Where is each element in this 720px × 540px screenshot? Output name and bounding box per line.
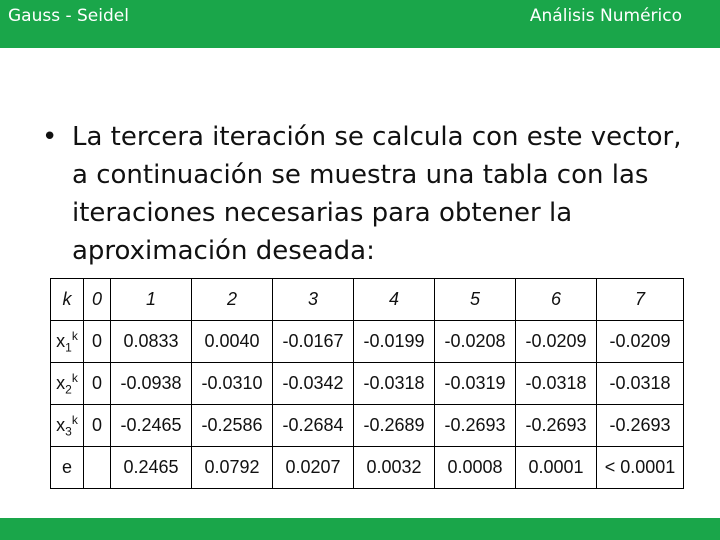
table-row (51, 363, 684, 405)
bullet-paragraph (42, 118, 702, 270)
table-cell: -0.2693 (516, 405, 597, 447)
table-cell: -0.0319 (435, 363, 516, 405)
table-row (51, 321, 684, 363)
table-cell: 0.0040 (192, 321, 273, 363)
table-cell: -0.0208 (435, 321, 516, 363)
table-cell: -0.0318 (354, 363, 435, 405)
table-cell: -0.0209 (597, 321, 684, 363)
header-bar (0, 0, 720, 48)
table-cell: 0 (84, 321, 111, 363)
bullet-dot: • (42, 122, 58, 152)
table-cell: -0.0318 (597, 363, 684, 405)
table-cell: 0.0833 (111, 321, 192, 363)
header-cell: 2 (192, 279, 273, 321)
table-header-row (51, 279, 684, 321)
table-cell: -0.2689 (354, 405, 435, 447)
row-label-sup: k (71, 412, 78, 427)
table-cell: 0 (84, 363, 111, 405)
header-cell: 7 (597, 279, 684, 321)
table-cell: -0.0199 (354, 321, 435, 363)
header-cell: k (51, 279, 84, 321)
table-cell: -0.0167 (273, 321, 354, 363)
table-cell: -0.2684 (273, 405, 354, 447)
table-cell: 0.2465 (111, 447, 192, 489)
table-cell: -0.2693 (597, 405, 684, 447)
row-label-base: x (56, 414, 66, 435)
table-cell: 0 (84, 405, 111, 447)
row-label (51, 447, 84, 489)
table-cell: -0.0310 (192, 363, 273, 405)
table-cell: 0.0207 (273, 447, 354, 489)
iterations-table (50, 278, 684, 489)
row-label-sub: 3 (65, 424, 72, 439)
row-label-sup: k (71, 328, 78, 343)
header-right-title: Análisis Numérico (529, 6, 682, 26)
header-cell: 4 (354, 279, 435, 321)
table-row (51, 447, 684, 489)
row-label-base: x (56, 372, 66, 393)
bullet-text: La tercera iteración se calcula con este vector, a continuación se muestra una tabla con las iteraciones necesarias para obtener la aproximación deseada: (72, 122, 682, 266)
table-cell: 0.0008 (435, 447, 516, 489)
table-cell: -0.0938 (111, 363, 192, 405)
row-label-base: x (56, 330, 66, 351)
table-cell: < 0.0001 (597, 447, 684, 489)
table-cell: 0.0792 (192, 447, 273, 489)
row-label (51, 363, 84, 405)
table-cell: 0.0032 (354, 447, 435, 489)
table-cell: -0.0318 (516, 363, 597, 405)
table-cell (84, 447, 111, 489)
footer-bar (0, 518, 720, 540)
table-cell: -0.2465 (111, 405, 192, 447)
header-cell: 5 (435, 279, 516, 321)
header-cell: 3 (273, 279, 354, 321)
table-cell: -0.2693 (435, 405, 516, 447)
header-left-title: Gauss - Seidel (8, 6, 129, 26)
row-label-sub: 2 (65, 382, 72, 397)
table-cell: -0.0342 (273, 363, 354, 405)
table-cell: 0.0001 (516, 447, 597, 489)
row-label-base: e (61, 457, 72, 477)
table-cell: -0.0209 (516, 321, 597, 363)
row-label (51, 321, 84, 363)
row-label-sup: k (71, 370, 78, 385)
header-cell: 6 (516, 279, 597, 321)
table-cell: -0.2586 (192, 405, 273, 447)
row-label-sub: 1 (65, 340, 72, 355)
row-label (51, 405, 84, 447)
table-row (51, 405, 684, 447)
header-cell: 0 (84, 279, 111, 321)
header-cell: 1 (111, 279, 192, 321)
